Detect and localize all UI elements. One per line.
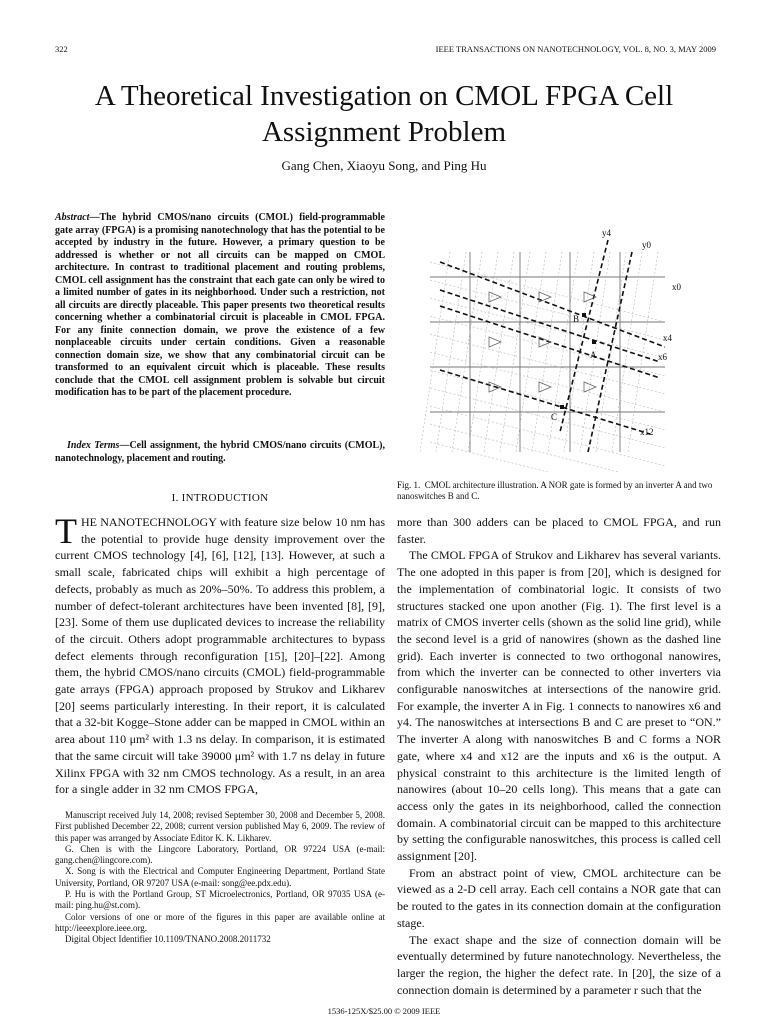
nanowire-y4 [560,240,608,432]
page-number: 322 [55,44,68,54]
title-line-1: A Theoretical Investigation on CMOL FPGA Cell [94,80,674,112]
nanowire-grid-line [612,252,642,452]
nanowire-grid-line [430,298,665,358]
nanowire-grid-line [420,252,450,452]
right-column [397,514,721,998]
switch-c [560,405,564,409]
nanowire-grid-line [430,424,665,472]
footnote-chen: G. Chen is with the Lingcore Laboratory, Portland, OR 97224 USA (e-mail: gang.chen@lingcore.com). [55,843,385,866]
nanowire-grid-line [628,252,658,452]
abstract: Abstract—The hybrid CMOS/nano circuits (CMOL) field-programmable gate array (FPGA) is a promising nanotechnology that has the potential to be accepted by industry in the future. However, a primary question to be addressed is whether or not all circuits can be mapped on CMOL architecture. In contrast to traditional placement and routing problems, CMOL cell assignment has the constraint that each gate can only be wired to a limited number of gates in its neighborhood. Under such a restriction, not all circuits are directly placeable. This paper presents two theoretical results concerning whether a combinatorial circuit is placeable in CMOL FPGA. For any finite connection domain, we prove the existence of a few nonplaceable circuits under certain conditions. Given a reasonable connection domain size, we show that any combinatorial circuit can be transformed to an equivalent circuit which is placeable. These results conclude that the CMOL cell assignment problem is solvable but circuit modification has to be part of the placement procedure. [55,212,385,398]
index-terms-text: Cell assignment, the hybrid CMOS/nano circuits (CMOL), nanotechnology, placement and routing. [55,440,385,464]
nanowire-grid-line [516,252,546,452]
label-c: C [551,412,558,422]
running-header: IEEE TRANSACTIONS ON NANOTECHNOLOGY, VOL. 8, NO. 3, MAY 2009 [435,44,716,54]
figure-1 [420,222,720,472]
label-y0: y0 [642,240,651,250]
inverter-cell-symbol [489,337,501,347]
cmol-architecture-diagram [420,222,720,472]
footnote-hu: P. Hu is with the Portland Group, ST Microelectronics, Portland, OR 97035 USA (e-mail: ping.hu@st.com). [55,889,385,911]
index-terms-label: Index Terms [67,440,120,451]
copyright-footer: 1536-125X/$25.00 © 2009 IEEE [327,1006,441,1016]
label-x4: x4 [663,333,672,343]
inverter-a-node [592,340,596,344]
figure-caption [397,480,721,502]
footnote-color: Color versions of one or more of the figures in this paper are available online at http://ieeexplore.ieee.org. [55,911,385,933]
nanowire-x12 [440,370,650,434]
title-line-2: Assignment Problem [261,116,507,148]
label-x6: x6 [658,352,667,362]
figure-caption-text: CMOL architecture illustration. A NOR gate is formed by an inverter A and two nanoswitches B and C. [397,480,713,501]
section-heading: I. INTRODUCTION [171,492,269,504]
switch-b [582,313,586,317]
label-b: B [573,314,580,324]
label-y4: y4 [602,228,611,238]
figure-caption-prefix: Fig. 1. [397,480,421,490]
nanowire-x0 [440,262,665,347]
nanowire-grid-line [430,406,665,466]
footnote-received: Manuscript received July 14, 2008; revised September 30, 2008 and December 5, 2008. First published December 22, 2008; current version published May 6, 2009. The review of this paper was arranged by Associate Editor K. K. Likharev. [55,810,385,843]
nanowire-grid-line [532,252,562,452]
footnote-song: X. Song is with the Electrical and Computer Engineering Department, Portland State University, Portland, OR 97207 USA (e-mail: song@ee.pdx.edu). [55,866,385,888]
intro-paragraph [55,511,385,798]
nanowire-grid-line [436,252,466,452]
drop-cap: T [55,511,77,551]
nanowire-grid-line [452,252,482,452]
nanowire-grid-line [500,252,530,452]
intro-text: HE NANOTECHNOLOGY with feature size below 10 nm has the potential to provide huge density improvement over the current CMOS technology [4], [6], [12], [13]. However, at such a small scale, fabricated chips will exhibit a high percentage of defects, probably as much as 20%–50%. To address this problem, a number of defect-tolerant architectures have been invented [8], [9], [23]. Some of them use duplicated devices to increase the reliability of the circuit. Others adopt programmable architectures to bypass defect elements through reconfiguration [15], [20]–[22]. Among them, the hybrid CMOS/nano circuits (CMOL) field-programmable gate arrays (FPGA) approach proposed by Strukov and Likharev [20] seems particularly interesting. In their report, it is calculated that a 32-bit Kogge–Stone adder can be mapped in CMOL within an area about 110 μm² with 1.3 ns delay. In comparison, it is estimated that the same circuit will take 39000 μm² with 1.7 ns delay in future Xilinx FPGA with 32 nm CMOS technology. As a result, in an area for a single adder in 32 nm CMOS FPGA, [55,515,385,797]
nanowire-x4 [440,290,660,362]
inverter-cell-symbol [539,382,551,392]
label-x0: x0 [672,282,681,292]
authors: Gang Chen, Xiaoyu Song, and Ping Hu [281,158,487,173]
nanowire-grid-line [484,252,514,452]
abstract-text: The hybrid CMOS/nano circuits (CMOL) field-programmable gate array (FPGA) is a promising nanotechnology that has the potential to be accepted by industry in the future. However, a primary question to be addressed is whether or not all circuits can be mapped on CMOL architecture. In contrast to traditional placement and routing problems, CMOL cell assignment has the constraint that each gate can only be wired to a limited number of gates in its neighborhood. Under such a restriction, not all circuits are directly placeable. This paper presents two theoretical results concerning whether a combinatorial circuit is placeable in CMOL FPGA. For any finite connection domain, we prove the existence of a few nonplaceable circuits under certain conditions. Given a reasonable connection domain size, we show that any combinatorial circuit can be transformed to an equivalent circuit which is placeable. These results conclude that the CMOL cell assignment problem is solvable but circuit modification has to be part of the placement procedure. [55,212,385,398]
label-a: A [590,350,597,360]
right-paragraph-3: From an abstract point of view, CMOL architecture can be viewed as a 2-D cell array. Each cell contains a NOR gate that can be routed to the gates in its connection domain at the configuration stage. [397,865,721,930]
paper-title [0,78,768,150]
nanowire-grid-line [430,370,665,430]
label-x12: x12 [640,427,654,437]
right-paragraph-2: The CMOL FPGA of Strukov and Likharev has several variants. The one adopted in this paper is from [20], which is designed for the implementation of combinatorial logic. It consists of two structures stacked one upon another (Fig. 1). The first level is a matrix of CMOS inverter cells (shown as the solid line grid), while the second level is a grid of nanowires (shown as the dashed line grid). Each inverter is connected to two orthogonal nanowires, from which the inverter can be connected to other inverters via configurable nanoswitches at intersections of the nanowire grid. For example, the inverter A in Fig. 1 connects to nanowires x6 and y4. The nanoswitches at intersections B and C are preset to “ON.” The inverter A along with nanoswitches B and C forms a NOR gate, where x4 and x12 are the inputs and x6 is the output. A physical constraint to this architecture is the limited length of nanowires (about 10–20 cells long). This means that a gate can access only the gates in its neighborhood, called the connection domain. A combinatorial circuit can be mapped to this architecture by setting the configurable nanoswitches, this process is called cell assignment [20]. [397,548,721,864]
nanowire-grid-line [430,280,665,340]
right-paragraph-1: more than 300 adders can be placed to CMOL FPGA, and run faster. [397,515,721,546]
index-terms: Index Terms—Cell assignment, the hybrid CMOS/nano circuits (CMOL), nanotechnology, placement and routing. [55,440,385,464]
footnote-doi: Digital Object Identifier 10.1109/TNANO.2008.2011732 [65,934,271,945]
nanowire-grid-line [430,442,665,472]
right-paragraph-4: The exact shape and the size of connection domain will be eventually determined by future nanotechnology. Nevertheless, the larger the region, the higher the defect rate. In [20], the size of a connection domain is determined by a parameter r such that the [397,932,721,997]
abstract-label: Abstract [55,212,90,223]
footnotes [55,810,385,946]
